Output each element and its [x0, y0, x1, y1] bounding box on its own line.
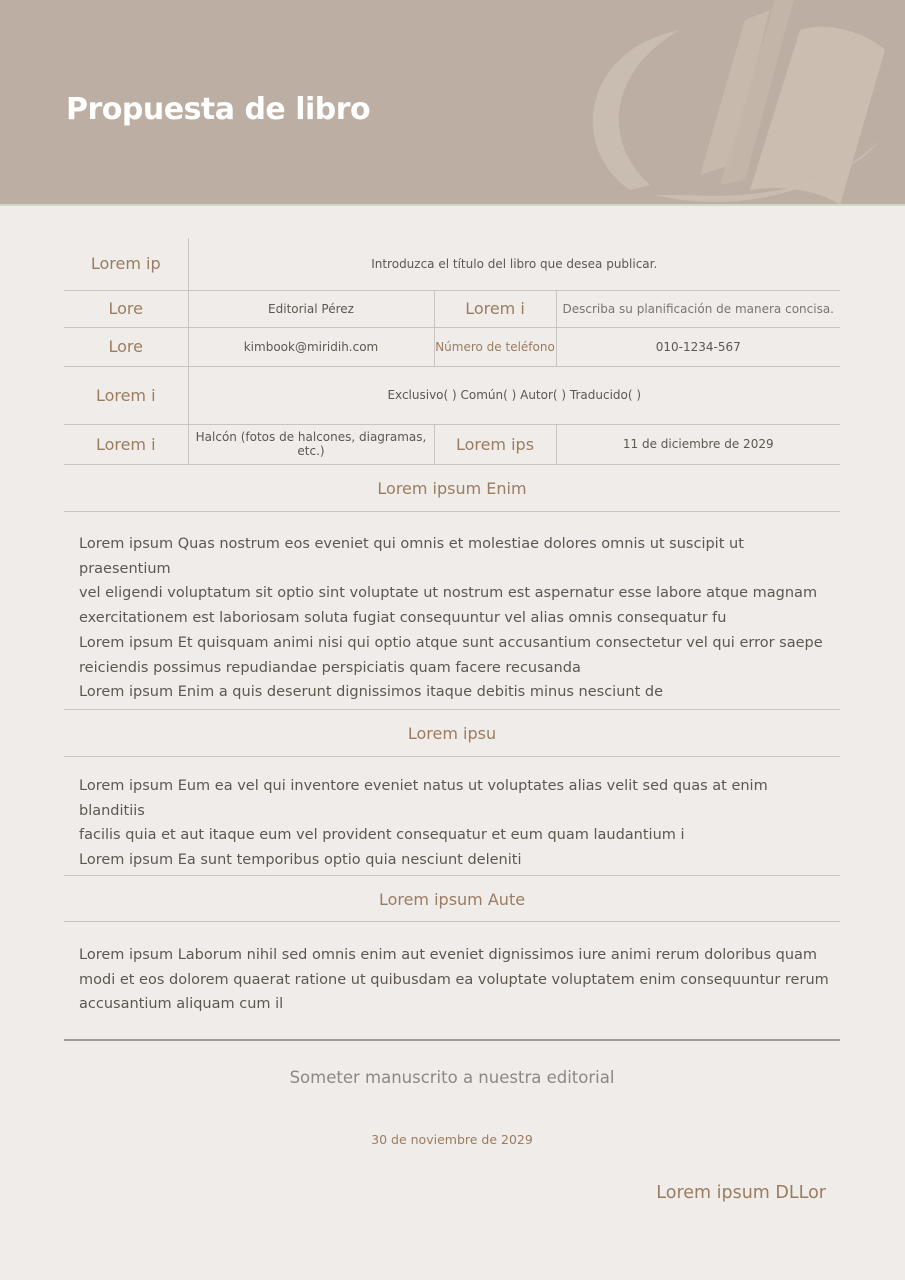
body-line: exercitationem est laboriosam soluta fugiat consequuntur vel alias omnis consequatur fu: [79, 610, 727, 627]
body-line: Lorem ipsum Enim a quis deserunt dignissimos itaque debitis minus nesciunt de: [79, 684, 664, 701]
body-line: reiciendis possimus repudiandae perspiciatis quam facere recusanda: [79, 659, 581, 676]
proposal-info-table: [64, 238, 840, 465]
materials-field[interactable]: Halcón (fotos de halcones, diagramas, etc.): [188, 424, 434, 464]
section-body: [79, 532, 829, 705]
book-title-field[interactable]: Introduzca el título del libro que desea publicar.: [188, 238, 840, 290]
phone-field[interactable]: 010-1234-567: [556, 327, 840, 366]
body-line: accusantium aliquam cum il: [79, 996, 284, 1013]
section-body: [79, 943, 829, 1017]
info-label: Lorem i: [434, 290, 556, 327]
info-row-type: [64, 366, 840, 424]
header-divider: [0, 204, 905, 206]
info-row-publisher: [64, 290, 840, 327]
body-line: Lorem ipsum Et quisquam animi nisi qui optio atque sunt accusantium consectetur vel qui error saepe: [79, 634, 823, 651]
section-divider: [64, 921, 840, 922]
info-row-title: [64, 238, 840, 290]
info-row-contact: [64, 327, 840, 366]
info-row-materials: [64, 424, 840, 464]
body-line: facilis quia et aut itaque eum vel provident consequatur et eum quam laudantium i: [79, 827, 685, 844]
body-line: Lorem ipsum Eum ea vel qui inventore eveniet natus ut voluptates alias velit sed quas at enim blanditiis: [79, 778, 768, 819]
date-field[interactable]: 11 de diciembre de 2029: [556, 424, 840, 464]
info-label: Lore: [64, 327, 188, 366]
section-title: Lorem ipsum Aute: [378, 890, 526, 909]
publication-type-options[interactable]: Exclusivo( ) Común( ) Autor( ) Traducido( ): [188, 366, 840, 424]
body-line: Lorem ipsum Ea sunt temporibus optio quia nesciunt deleniti: [79, 852, 522, 869]
book-icon: [570, 0, 905, 204]
body-line: modi et eos dolorem quaerat ratione ut quibusdam ea voluptate voluptatem enim consequuntur rerum: [79, 971, 829, 988]
submit-manuscript-text: Someter manuscrito a nuestra editorial: [289, 1068, 615, 1087]
header-banner: [0, 0, 905, 204]
section-divider: [64, 875, 840, 876]
body-line: Lorem ipsum Quas nostrum eos eveniet qui omnis et molestiae dolores omnis ut suscipit ut praesentium: [79, 536, 744, 577]
phone-label: Número de teléfono: [434, 327, 556, 366]
planning-field[interactable]: Describa su planificación de manera concisa.: [556, 290, 840, 327]
publisher-field[interactable]: Editorial Pérez: [188, 290, 434, 327]
page-title: Propuesta de libro: [66, 92, 371, 127]
section-title: Lorem ipsum Enim: [377, 479, 527, 498]
body-line: Lorem ipsum Laborum nihil sed omnis enim aut eveniet dignissimos iure animi rerum doloribus quam: [79, 947, 818, 963]
info-label: Lorem i: [64, 424, 188, 464]
section-title: Lorem ipsu: [407, 724, 497, 743]
info-label: Lorem ip: [64, 238, 188, 290]
section-body: [79, 774, 829, 873]
info-label: Lorem ips: [434, 424, 556, 464]
submission-date: 30 de noviembre de 2029: [371, 1132, 533, 1147]
body-line: vel eligendi voluptatum sit optio sint voluptate ut nostrum est aspernatur esse labore atque magnam: [79, 585, 818, 602]
signature: Lorem ipsum DLLor: [656, 1183, 826, 1203]
info-label: Lorem i: [64, 366, 188, 424]
footer-divider: [64, 1039, 840, 1041]
section-divider: [64, 511, 840, 512]
info-label: Lore: [64, 290, 188, 327]
section-divider: [64, 756, 840, 757]
email-field[interactable]: kimbook@miridih.com: [188, 327, 434, 366]
section-divider: [64, 709, 840, 710]
